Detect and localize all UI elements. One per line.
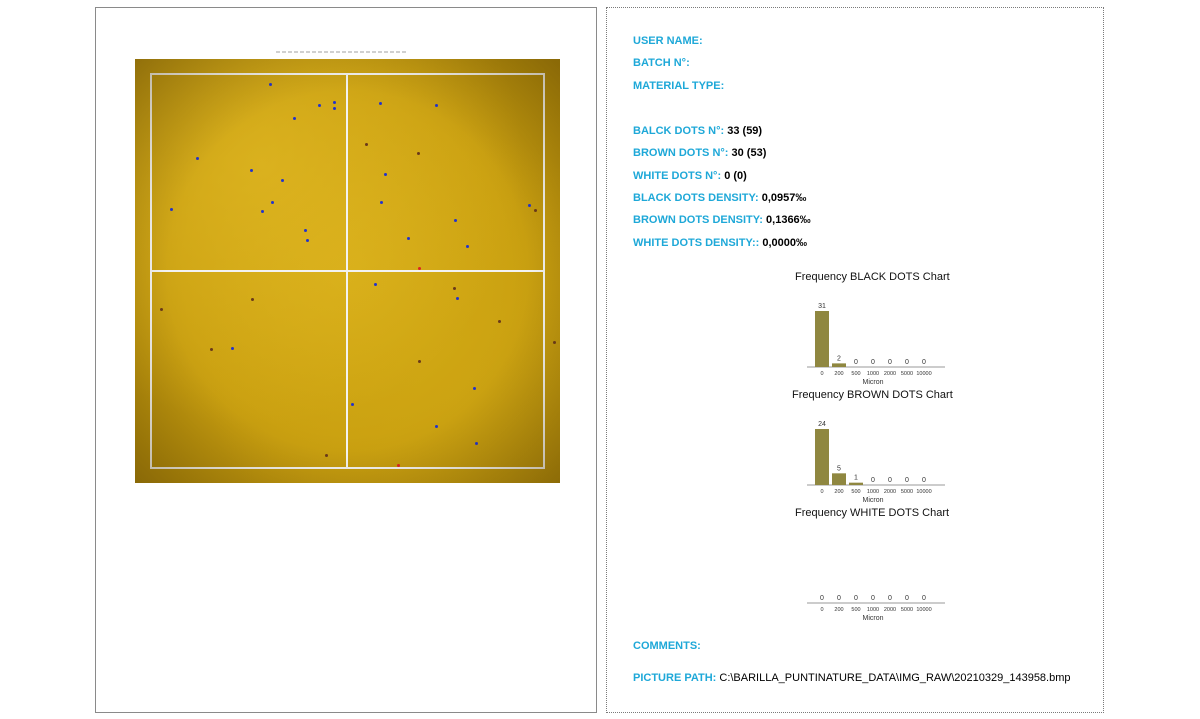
white-dots-chart	[805, 527, 955, 622]
user-name-field	[633, 35, 703, 47]
brown-chart-title: Frequency BROWN DOTS Chart	[792, 389, 953, 401]
detected-dot	[170, 208, 173, 211]
bar-value-label: 0	[871, 477, 875, 484]
x-tick-label: 500	[851, 489, 861, 495]
black-density-label: BLACK DOTS DENSITY:	[633, 192, 759, 204]
bar	[832, 363, 846, 367]
detected-dot	[456, 297, 459, 300]
white-density-value: 0,0000‰	[762, 237, 808, 249]
black-density-field	[633, 192, 806, 204]
black-dots-label: BALCK DOTS N°:	[633, 125, 725, 137]
detected-dot	[498, 320, 501, 323]
bar-value-label: 0	[905, 359, 909, 366]
brown-dots-chart	[805, 409, 955, 504]
x-tick-label: 10000	[916, 607, 932, 613]
bar-value-label: 1	[854, 474, 858, 482]
bar-value-label: 2	[837, 355, 841, 363]
bar	[815, 311, 829, 367]
black-density-value: 0,0957‰	[761, 192, 807, 204]
x-tick-label: 2000	[883, 489, 897, 495]
bar-value-label: 0	[888, 595, 892, 602]
detected-dot	[250, 169, 253, 172]
detected-dot	[304, 229, 307, 232]
x-tick-label: 5000	[900, 371, 914, 377]
bar-value-label: 0	[922, 359, 926, 366]
bar	[832, 473, 846, 485]
x-axis-label: Micron	[862, 615, 884, 622]
x-tick-label: 2000	[883, 371, 897, 377]
bar-value-label: 0	[871, 595, 875, 602]
picture-path-value: C:\BARILLA_PUNTINATURE_DATA\IMG_RAW\20210329_143958.bmp	[719, 672, 1071, 684]
brown-density-value: 0,1366‰	[766, 214, 811, 226]
detected-dot	[466, 245, 469, 248]
bar-value-label: 0	[837, 595, 841, 602]
bar-value-label: 0	[871, 359, 875, 366]
x-tick-label: 200	[834, 489, 844, 495]
detected-dot	[251, 298, 254, 301]
black-chart-title: Frequency BLACK DOTS Chart	[795, 271, 950, 283]
detected-dot	[269, 83, 272, 86]
x-axis-label: Micron	[862, 497, 884, 504]
x-axis-label: Micron	[862, 379, 884, 386]
detected-dot	[435, 104, 438, 107]
x-tick-label: 10000	[916, 489, 932, 495]
material-type-label: MATERIAL TYPE:	[633, 80, 725, 92]
grid-frame	[150, 73, 545, 469]
bar-value-label: 5	[837, 465, 841, 473]
detected-dot	[397, 464, 400, 467]
white-dots-label: WHITE DOTS N°:	[633, 170, 722, 182]
bar-value-label: 0	[888, 477, 892, 484]
bar	[849, 483, 863, 485]
brown-dots-label: BROWN DOTS N°:	[633, 147, 729, 159]
detected-dot	[384, 173, 387, 176]
image-panel	[95, 7, 597, 713]
detected-dot	[379, 102, 382, 105]
detected-dot	[453, 287, 456, 290]
x-tick-label: 1000	[866, 489, 880, 495]
detected-dot	[325, 454, 328, 457]
white-dots-value: 0 (0)	[724, 170, 747, 182]
brown-dots-value: 30 (53)	[731, 147, 767, 159]
black-dots-chart	[805, 291, 955, 386]
batch-field	[633, 57, 690, 69]
detected-dot	[475, 442, 478, 445]
detected-dot	[553, 341, 556, 344]
detected-dot	[418, 360, 421, 363]
picture-path-label: PICTURE PATH:	[633, 672, 717, 684]
sample-image	[135, 59, 560, 483]
x-tick-label: 200	[834, 607, 844, 613]
detected-dot	[407, 237, 410, 240]
detected-dot	[435, 425, 438, 428]
black-dots-count-field	[633, 125, 762, 137]
detected-dot	[534, 209, 537, 212]
x-tick-label: 500	[851, 607, 861, 613]
white-density-field	[633, 237, 807, 249]
bar-value-label: 0	[888, 359, 892, 366]
x-tick-label: 0	[820, 489, 824, 495]
x-tick-label: 0	[820, 607, 824, 613]
picture-path-field	[633, 672, 1071, 684]
batch-label: BATCH N°:	[633, 57, 690, 69]
x-tick-label: 1000	[866, 607, 880, 613]
detected-dot	[231, 347, 234, 350]
bar-value-label: 0	[905, 595, 909, 602]
black-dots-value: 33 (59)	[727, 125, 763, 137]
x-tick-label: 200	[834, 371, 844, 377]
bar-value-label: 31	[818, 303, 826, 310]
comments-field	[633, 640, 701, 652]
bar-value-label: 0	[854, 359, 858, 366]
white-density-label: WHITE DOTS DENSITY::	[633, 237, 760, 249]
bar-value-label: 0	[820, 595, 824, 602]
grid-divider-vertical	[346, 73, 348, 469]
detected-dot	[196, 157, 199, 160]
x-tick-label: 10000	[916, 371, 932, 377]
comments-label: COMMENTS:	[633, 640, 701, 652]
x-tick-label: 1000	[866, 371, 880, 377]
white-chart-title: Frequency WHITE DOTS Chart	[795, 507, 950, 519]
detected-dot	[306, 239, 309, 242]
detected-dot	[281, 179, 284, 182]
white-dots-count-field	[633, 170, 747, 182]
detected-dot	[528, 204, 531, 207]
x-tick-label: 5000	[900, 489, 914, 495]
detected-dot	[418, 267, 421, 270]
detected-dot	[380, 201, 383, 204]
bar-value-label: 0	[905, 477, 909, 484]
detected-dot	[374, 283, 377, 286]
detected-dot	[261, 210, 264, 213]
brown-dots-count-field	[633, 147, 766, 159]
brown-density-label: BROWN DOTS DENSITY:	[633, 214, 763, 226]
material-type-field	[633, 80, 724, 92]
user-name-label: USER NAME:	[633, 35, 703, 47]
detected-dot	[210, 348, 213, 351]
bar-value-label: 0	[854, 595, 858, 602]
detected-dot	[454, 219, 457, 222]
detected-dot	[351, 403, 354, 406]
grid-divider-horizontal	[150, 270, 545, 272]
report-panel	[606, 7, 1104, 713]
detected-dot	[473, 387, 476, 390]
detected-dot	[160, 308, 163, 311]
x-tick-label: 5000	[900, 607, 914, 613]
detected-dot	[333, 101, 336, 104]
detected-dot	[293, 117, 296, 120]
brown-density-field	[633, 214, 811, 226]
x-tick-label: 0	[820, 371, 824, 377]
detected-dot	[333, 107, 336, 110]
detected-dot	[417, 152, 420, 155]
bar-value-label: 0	[922, 477, 926, 484]
bar	[815, 429, 829, 485]
detected-dot	[271, 201, 274, 204]
bar-value-label: 24	[818, 421, 826, 428]
bar-value-label: 0	[922, 595, 926, 602]
detected-dot	[318, 104, 321, 107]
image-caption-strip	[276, 51, 406, 53]
x-tick-label: 2000	[883, 607, 897, 613]
x-tick-label: 500	[851, 371, 861, 377]
detected-dot	[365, 143, 368, 146]
